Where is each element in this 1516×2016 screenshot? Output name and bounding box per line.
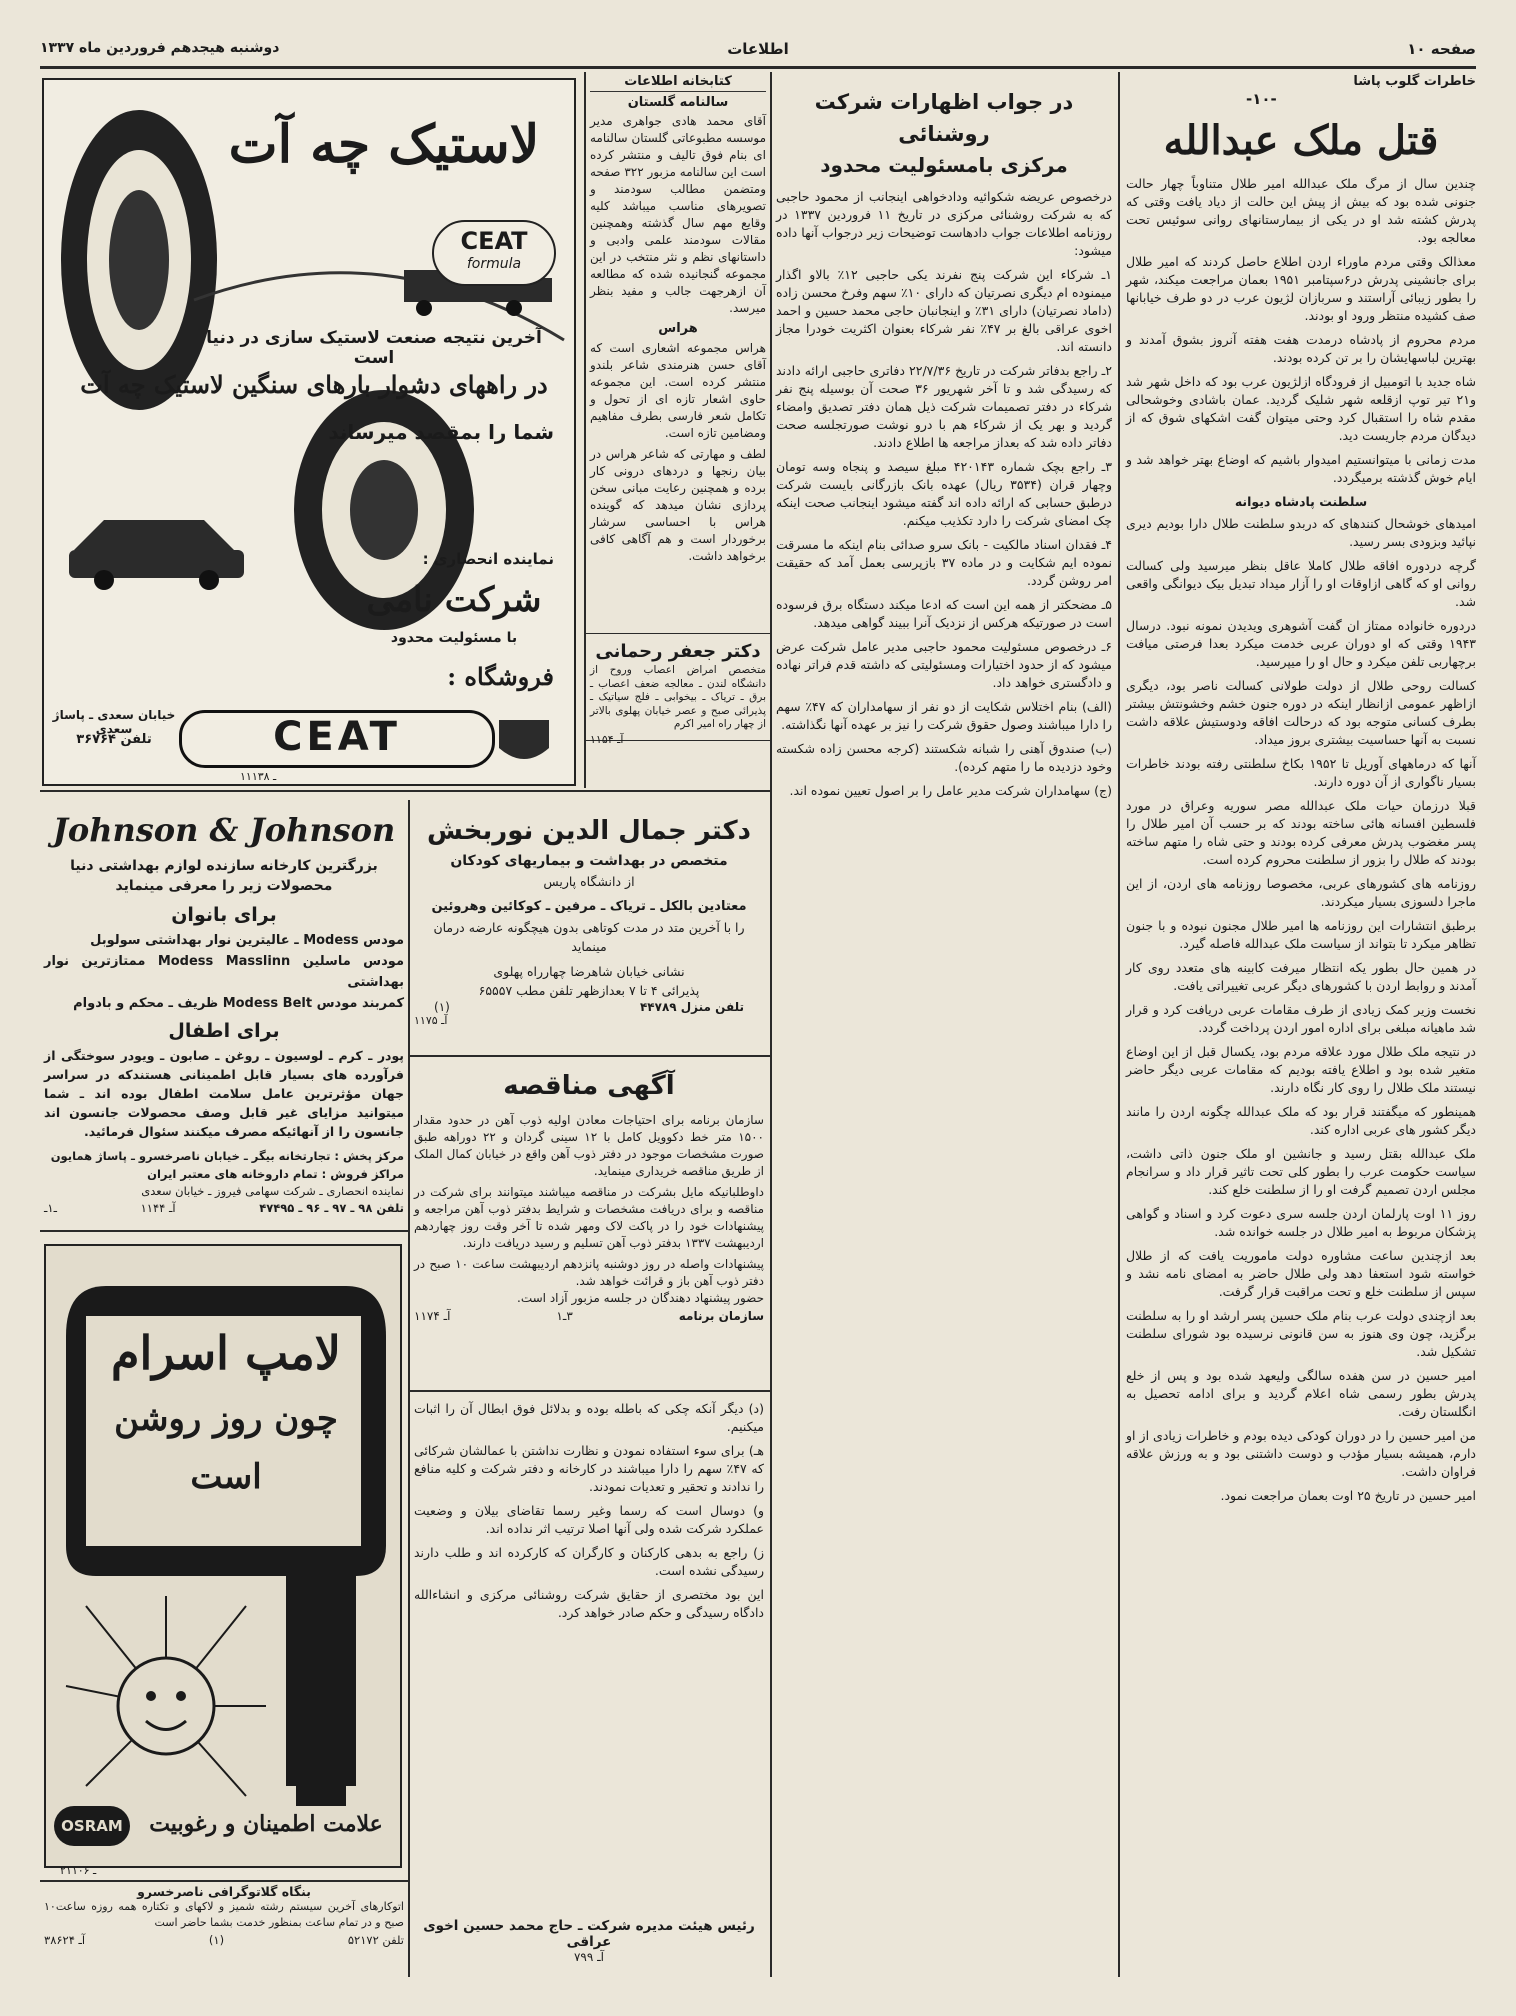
ceat-store-label: فروشگاه : — [447, 662, 554, 691]
response-cont-paragraph: هـ) برای سوء استفاده نمودن و نظارت نداشتن با عمالشان شرکائی که ۴۷٪ سهم را دارا میباشند در کارخانه و دفتر شرکت و کلیه منافع را ندادند و تحقیر و تعدیات نمودند. — [414, 1443, 764, 1494]
nourbakhsh-footer — [414, 1000, 764, 1014]
masthead — [40, 34, 1476, 66]
golestan-code: آـ ۳۸۶۲۴ — [44, 1933, 86, 1947]
tender-org: سازمان برنامه — [678, 1309, 764, 1323]
golestan-title: بنگاه گلاتوگرافی ناصرخسرو — [137, 1884, 311, 1899]
nourbakhsh-subtitle: متخصص در بهداشت و بیماریهای کودکان — [450, 853, 728, 869]
response-paragraph: (ج) سهامداران شرکت مدیر عامل را بر اصول تعیین نموده اند. — [789, 783, 1112, 798]
pasha-paragraph: مدت زمانی با میتوانستیم امیدوار باشیم که اوضاع بهتر خواهد شد و ایام خوش گذشته برمیگردد. — [1126, 452, 1476, 485]
pasha-paragraph: مردم محروم از پادشاه درمدت هفت هفته آنروز بشوق آمدند و بهترین لباسهایشان را بر تن کرده بودند. — [1126, 332, 1476, 365]
pasha-paragraph: چندین سال از مرگ ملک عبدالله امیر طلال متناوباً چهار حالت جنونی شده بود که بیش از پیش این حالت از دیاد یافت وقتی که پدرش کشته شد او در یکی از بیمارستانهای روانی سوئیس تحت معالجه بود. — [1126, 176, 1476, 245]
response-paragraph: ۶ـ درخصوص مسئولیت محمود حاجبی مدیر عامل شرکت عرض میشود که از حدود اختیارات ومسئولیتی که داشته قدم فراتر نهاده و دادگستری خواهد داد. — [776, 639, 1112, 690]
masthead-rule — [40, 66, 1476, 69]
pasha-paragraph: دردوره خانواده ممتاز ان گفت آشوهری ویدیدن نمونه نبود. درسال ۱۹۴۳ وقتی که او دوران عربی خدمت میکرد بعدا فرصتی میافت برچهاربی تلفن میکرد و حال او را میپرسید. — [1126, 618, 1476, 669]
ceat-tagline2: در راههای دشوار بارهای سنگین لاستیک چه آت — [80, 370, 548, 399]
column-response-cont — [414, 1400, 764, 1980]
pasha-paragraph: آنها که درماههای آوریل تا ۱۹۵۲ بکاخ سلطنتی رفته بودند خاطرات بسیار ناگواری از آن دوره دارند. — [1126, 756, 1476, 789]
masthead-paper: اطلاعات — [727, 40, 789, 58]
column-pasha — [1126, 74, 1476, 1974]
response-body — [776, 188, 1112, 1888]
pasha-paragraph: شاه جدید با اتومبیل از فرودگاه ازلژیون عرب بود که داخل شهر شد و۲۱ تیر توپ ازقلعه شهر شلیک گردید. عمان باشادی وخوشحالی مقدم شاه را استقبال کرد وحتی میتوان گفت اشکهای شوق که از دیدگان مردم جاریست دید. — [1126, 374, 1476, 443]
response-cont-body — [414, 1400, 764, 1912]
tender-text2: داوطلبانیکه مایل بشرکت در مناقصه میباشند میتوانند برای شرکت در مناقصه و برای دریافت مشخصات و شرایط بدفتر ذوب آهن مراجعه و پیشنهادات خود را در پاکت لاک ومهر شده تا آخر وقت روز چهاردهم اردیبهشت ۱۳۳۷ بدفتر ذوب آهن تسلیم و رسید دریافت دارند. — [414, 1185, 764, 1250]
response-cont-paragraph: ز) راجع به بدهی کارکنان و کارگران که کارکرده اند و طلب دارند رسیدگی نشده است. — [414, 1545, 764, 1578]
jj-women-item-2: مودس ماسلین Modess Masslinn ممتازترین نوار بهداشتی — [44, 954, 404, 990]
nourbakhsh-paren: (۱) — [434, 1000, 450, 1014]
rule-under-tender — [408, 1390, 770, 1392]
ad-ceat — [42, 78, 576, 786]
nourbakhsh-addr: نشانی خیابان شاهرضا چهارراه پهلوی — [493, 964, 685, 979]
response-paragraph: ۴ـ فقدان اسناد مالکیت - بانک سرو صدائی بنام اینکه ما مسرقت نموده ایم شکایت و در ماده ۳۷ بازپرسی بعمل آمد که حقیقت امر روشن گردد. — [776, 537, 1113, 588]
library-book1-text: آقای محمد هادی جواهری مدیر موسسه مطبوعاتی گلستان سالنامه ای بنام فوق تالیف و منتشر کرده است این سالنامه مزبور ۳۲۲ صفحه ومتضمن مطالب سودمند و تصویرهای مناسب میباشد کلیه وقایع مهم سال گذشته وهمچنین مقالات سودمند علمی وادبی و داستانهای نظم و نثر منتخب در این مجموعه گنجانیده شده که مطالعه آن ازهرجهت جالب و مفید بنظر میرسد. — [590, 114, 766, 315]
nourbakhsh-home: تلفن منزل ۴۴۷۸۹ — [639, 1000, 744, 1014]
pasha-paragraph: بعد ازچندین ساعت مشاوره دولت ماموریت یافت که از طلال خواسته شود استعفا دهد ولی طلال حاضر به امضای نامه نشد و سپس از سلطنت خلع و تحت مراقبت قرار گرفت. — [1126, 1248, 1476, 1299]
response-paragraph: ۵ـ مضحکتر از همه این است که ادعا میکند دستگاه برق فرسوده است در صورتیکه هرکس از نزدیک آنرا ببیند گواهی میدهد. — [776, 597, 1112, 630]
pasha-paragraph: کسالت روحی طلال از دولت طولانی کسالت ناصر بود، دیگری ازاظهر عمومی ازانظار اینکه در دوره جنون خشم وخشونتش بیشتر بطرف کسانی متوجه بود که درحالت افاقه ودوستیش علاقه داشت نسبت به آنها حساسیت بیشتری بروز میداد. — [1126, 678, 1476, 747]
response-paragraph: درخصوص عریضه شکوائیه ودادخواهی اینجانب از محمود حاجبی که به شرکت روشنائی مرکزی در تاریخ ۱۱ فروردین ۱۳۳۷ در روزنامه اطلاعات جواب دادهاست توضیحات زیر درجواب آنها داده میشود: — [776, 189, 1113, 258]
jj-code: آـ ۱۱۴۴ — [140, 1201, 176, 1215]
pasha-paragraph: من امیر حسین را در دوران کودکی دیده بودم و خاطرات زیادی از او دارم، همیشه بسیار مؤدب و دوست داشتنی بود و به ورزش علاقه فراوان داشت. — [1126, 1428, 1476, 1479]
tender-text3: پیشنهادات واصله در روز دوشنبه پانزدهم اردیبهشت ساعت ۱۰ صبح در دفتر ذوب آهن باز و قرائت خواهد شد. — [414, 1257, 764, 1288]
divider-middle — [770, 72, 772, 1977]
library-book2-text: هراس مجموعه اشعاری است که آقای حسن هنرمندی شاعر بلندو منتشر کرده است. این مجموعه حاوی اشعار تازه ای از تحول و تکامل شعر فارسی بطرف مفاهیم ومضامین تازه است. — [590, 341, 766, 440]
tender-code2: ۳ـ۱ — [556, 1309, 573, 1323]
pasha-paragraph: معذالک وقتی مردم ماوراء اردن اطلاع حاصل کردند که امیر طلال برای جانشینی پدرش در۶سپتامبر ۱۹۵۱ بعمان مراجعت میکند، شهر را بطور زیبائی آراستند و سربازان لژیون عرب در دو طرف خیابانها صف کشیده منتظر ورود او بودند. — [1126, 254, 1476, 323]
library-book2-title: هراس — [658, 321, 698, 336]
pasha-paragraph: روز ۱۱ اوت پارلمان اردن جلسه سری دعوت کرد و اسناد و گواهی پزشکان مربوط به امیر طلال در جلسه خوانده شد. — [1126, 1206, 1476, 1239]
ad-nourbakhsh — [414, 812, 764, 1048]
ceat-logo — [179, 710, 495, 768]
rule-under-jj — [40, 1230, 408, 1232]
pasha-paragraph: در همین حال بطور یکه انتظار میرفت کابینه های متعدد روی کار آمدند و روابط اردن با کشورهای دیگر عربی تغییراتی یافت. — [1126, 960, 1476, 993]
rahmani-text: متخصص امراض اعصاب وروح از دانشگاه لندن ـ معالجه ضعف اعصاب ـ برق ـ تریاک ـ بیخوابی ـ فلج سیاتیک ـ پذیرائی صبح و عصر خیابان پهلوی بالاتر از چهار راه امیر اکرم — [590, 664, 766, 730]
jj-code-l: ـ۱ـ — [44, 1201, 57, 1215]
column-response — [776, 74, 1112, 1974]
tire-top-icon — [61, 110, 219, 410]
ceat-store-tel: تلفن ۳۶۷۶۴ — [76, 732, 152, 747]
rahmani-title: دکتر جعفر رحمانی — [595, 641, 761, 662]
jj-center: مرکز پخش : تجارتخانه بیگر ـ خیابان ناصرخسرو ـ پاساژ همایون — [50, 1149, 404, 1163]
response-signature: رئیس هیئت مدیره شرکت ـ حاج محمد حسین اخوی عراقی — [423, 1918, 755, 1950]
nourbakhsh-hours: پذیرائی ۴ تا ۷ بعدازظهر تلفن مطب ۶۵۵۵۷ — [478, 983, 700, 998]
ceat-brand-sub: formula — [466, 256, 522, 272]
pasha-subhead: سلطنت پادشاه دیوانه — [1234, 494, 1368, 509]
jj-shops: مراکز فروش : تمام داروخانه های معتبر ایران — [147, 1167, 404, 1181]
pasha-paragraph: قبلا درزمان حیات ملک عبدالله مصر سوریه وعراق در مورد فلسطین افسانه هائی ساخته بودند که بر حسب آن امیر طلال را پسر مغضوب پدرش معرفی کرده بودند و حتی شاه را متهم ساخته بودند که طلال را بزور از سلطنت محروم کرده است. — [1126, 798, 1476, 867]
response-paragraph: (الف) بنام اختلاس شکایت از دو نفر از سهامداران که ۴۷٪ سهم را دارا میباشند وصول حقوق شرکت را نیز بر عهده آنها نگذاشته. — [776, 699, 1112, 732]
car-icon — [69, 520, 244, 590]
jj-tel: تلفن ۹۸ ـ ۹۷ ـ ۹۶ ـ ۴۷۴۹۵ — [259, 1201, 404, 1215]
pasha-paragraph: روزنامه های کشورهای عربی، مخصوصا روزنامه های اردن، از این ماجرا دلسوزی بسیار میکردند. — [1126, 876, 1476, 909]
tender-text4: حضور پیشنهاد دهندگان در جلسه مزبور آزاد است. — [517, 1291, 764, 1305]
response-headline-1: در جواب اظهارات شرکت روشنائی — [814, 90, 1074, 146]
osram-headline: لامپ اسرام — [110, 1326, 342, 1380]
nourbakhsh-school: از دانشگاه پاریس — [543, 874, 635, 889]
tender-text: سازمان برنامه برای احتیاجات معادن اولیه ذوب آهن در حدود مقدار ۱۵۰۰ متر خط دکوویل کامل با ۱۲ سینی گردان و ۲۲ دوراهه طبق صورت مشخصات موجود در دفتر ذوب آهن واقع در خیابان کمال الملک از طریق مناقصه خریداری مینماید. — [414, 1113, 764, 1178]
pasha-paragraph: نخست وزیر کمک زیادی از طرف مقامات عربی دریافت کرد و قرار شد ماهیانه مبلغی برای اداره امور اردن پرداخت گردد. — [1126, 1002, 1476, 1035]
ceat-tagline: آخرین نتیجه صنعت لاستیک سازی در دنیا است — [206, 328, 542, 368]
masthead-page: صفحه ۱۰ — [1407, 40, 1476, 58]
ceat-shield-icon — [499, 720, 549, 759]
pasha-number: -۱۰- — [1246, 90, 1277, 108]
response-paragraph: ۱ـ شرکاء این شرکت پنج نفرند یکی حاجبی ۱۲٪ بالاو اگذار میمنوده ام دیگری نصرتیان که دارای ۱۰٪ سهم وفرخ محسن زاده (داماد نصرتیان) دارای ۳۱٪ و اینجانبان حاجی محمد حسین و احمد اخوی عراقی بالغ بر ۴۷٪ نفر شرکاء بعنوان اکثریت خودرا مجاز دانسته اند. — [776, 267, 1112, 354]
tender-footer — [414, 1309, 764, 1323]
ceat-agent-name: شرکت نامی — [366, 580, 542, 620]
osram-brand: OSRAM — [61, 1817, 123, 1835]
response-cont-paragraph: و) دوسال است که رسما وغیر رسما تقاضای بیلان و وضعیت عملکرد شرکت شده ولی آنها اصلا ترتیب اثر نداده اند. — [414, 1503, 764, 1536]
jj-footer — [44, 1200, 404, 1217]
rule-above-golestan — [40, 1880, 408, 1882]
osram-line3: است — [190, 1457, 262, 1497]
golestan-paren: (۱) — [208, 1933, 225, 1947]
ad-jj — [44, 808, 404, 1228]
pasha-paragraph: همینطور که میگفتند قرار بود که ملک عبدالله چگونه اردن را مانند دیگر کشور های عربی اداره کند. — [1126, 1104, 1476, 1137]
jj-for-kids: برای اطفال — [168, 1020, 280, 1042]
ceat-tagline3: شما را بمقصد میرساند — [328, 420, 554, 444]
jj-women-item-1: مودس Modess ـ عالیترین نوار بهداشتی سولوبل — [90, 933, 404, 948]
jj-for-women: برای بانوان — [171, 904, 277, 926]
library-book2-text2: لطف و مهارتی که شاعر هراس در بیان رنجها و دردهای درونی کار برده و همچنین رعایت مبانی سخن پردازی نشان میدهد که گوینده هراس با احساسی سرشار برخوردار است و هم آگاهی کافی برخواهد داشت. — [590, 447, 766, 563]
jj-kids-text: پودر ـ کرم ـ لوسیون ـ روغن ـ صابون ـ ویودر سوختگی از فرآورده های بسیار قابل اطمینانی هستندکه در سراسر جهان مؤثرترین عامل سلامت اطفال بوده اند ـ شما میتوانید مزایای غیر قابل وصف محصولات جانسون اند جانسون را از آنهائیکه مصرف میکنند سئوال فرمائید. — [44, 1048, 404, 1139]
response-paragraph: (ب) صندوق آهنی را شبانه شکستند (کرجه محسن زاده شکسته وخود دزدیده ما را متهم کرده). — [776, 741, 1112, 774]
osram-sun-icon — [118, 1658, 214, 1754]
osram-line2: چون روز روشن — [114, 1399, 338, 1439]
ad-osram — [44, 1244, 402, 1868]
jj-intro: بزرگترین کارخانه سازنده لوازم بهداشتی دنیا محصولات زیر را معرفی مینماید — [70, 858, 378, 894]
rule-under-ceat — [40, 790, 770, 792]
jj-brand: Johnson & Johnson — [52, 811, 396, 849]
rule-under-nourbakhsh — [408, 1055, 770, 1057]
golestan-text: اتوکارهای آخرین سیستم رشته شمیز و لاکهای و تکتاره همه روزه ساعت۱۰ صبح و در تمام ساعت بمنظور خدمت بشما حاضر است — [44, 1900, 404, 1929]
pasha-paragraph: برطبق انتشارات این روزنامه ها امیر طلال مجنون نبوده و با جنون تظاهر میکرد تا بتواند از سیاست ملک عبدالله فاصله گیرد. — [1126, 918, 1476, 951]
divider-pasha — [1118, 72, 1120, 1977]
ceat-headline: لاستیک چه آت — [228, 114, 540, 175]
pasha-paragraph: گرچه دردوره افاقه طلال کاملا عاقل بنظر میرسید ولی کسالت روانی او که گاهی ازاوقات او را آزار میداد تبدیل بیک دیوانگی واقعی شد. — [1126, 558, 1476, 609]
rahmani-code: آـ ۱۱۵۴ — [590, 732, 624, 746]
pasha-paragraph: بعد ازچندی دولت عرب بنام ملک حسین پسر ارشد او را به سلطنت برگزید، چون وی هنوز به سن قانونی نرسیده بود شورای سلطنت تشکیل شد. — [1126, 1308, 1476, 1359]
ceat-agent-label: نماینده انحصاری : — [422, 550, 554, 568]
jj-agent: نماینده انحصاری ـ شرکت سهامی فیروز ـ خیابان سعدی — [141, 1184, 404, 1198]
ceat-brand-box — [432, 220, 556, 286]
pasha-body — [1126, 175, 1476, 1965]
pasha-paragraph: امیر حسین در تاریخ ۲۵ اوت بعمان مراجعت نمود. — [1220, 1488, 1476, 1503]
pasha-paragraph: امیر حسین در سن هفده سالگی ولیعهد شده بود و پس از خلع پدرش بطور رسمی شاه اعلام گردید و برای ادامه تحصیل به انگلستان رفت. — [1126, 1368, 1476, 1419]
ad-rahmani — [590, 640, 766, 746]
jj-women-item-3: کمربند مودس Modess Belt ظریف ـ محکم و بادوام — [73, 996, 404, 1011]
osram-brand-badge — [54, 1806, 130, 1846]
pasha-headline: قتل ملک عبدالله — [1163, 117, 1439, 164]
pasha-paragraph: امیدهای خوشحال کنندهای که دربدو سلطنت طلال دارا بودیم دیری نپائید وبزودی بسر رسید. — [1126, 516, 1476, 549]
nourbakhsh-code: آـ ۱۱۷۵ — [414, 1014, 448, 1027]
nourbakhsh-title: دکتر جمال الدین نوربخش — [426, 816, 752, 846]
tender-code: آـ ۱۱۷۴ — [414, 1309, 451, 1323]
response-paragraph: ۳ـ راجع بچک شماره ۴۲۰۱۴۳ مبلغ سیصد و پنجاه وسه تومان وچهار قران (۳۵۳۴ ریال) عهده بانک بازرگانی بایست شرکت درطبق حسابی که ارائه داده اند گفته میشود اینجانب صحت اینکه چک امضای شرکت را دارد تکذیب میکنم. — [776, 459, 1113, 528]
response-paragraph: ۲ـ راجع بدفاتر شرکت در تاریخ ۲۲/۷/۳۶ دفاتری حاجبی ارائه دادند که رسیدگی شد و تا آخر شهریور ۳۶ صحت آن بوسیله پنج نفر شرکاء در دفتر تصمیمات شرکت ذیل همان دفتر تصدیق وامضاء گردید و بهر یک از شرکاء هم با درو نوشت صورتجلسه صحت دفاتر داده شد که بعداز مراجعه ها اطلاع دادند. — [776, 363, 1112, 450]
tender-title: آگهی مناقصه — [503, 1071, 675, 1101]
response-headline-2: مرکزی بامسئولیت محدود — [820, 153, 1068, 177]
response-cont-paragraph: این بود مختصری از حقایق شرکت روشنائی مرکزی و انشاءالله دادگاه رسیدگی و حکم صادر خواهد کرد. — [414, 1587, 764, 1620]
ceat-agent-sub: با مسئولیت محدود — [390, 630, 518, 646]
ceat-logo-text: CEAT — [273, 714, 401, 760]
pasha-kicker: خاطرات گلوب پاشا — [1353, 74, 1476, 89]
ad-tender — [414, 1062, 764, 1388]
ad-golestan — [44, 1884, 404, 1974]
library-book1-title: سالنامه گلستان — [627, 95, 729, 110]
ceat-code: ۱ـ ۱۱۳۸ — [240, 770, 277, 783]
divider-left — [408, 800, 410, 1977]
pasha-paragraph: ملک عبدالله بقتل رسید و جانشین او ملک جنون ذاتی داشت، سیاست حکومت عرب را بطور کلی تحت تاثیر قرار داد و سرانجام مجلس اردن تصمیم گرفت او را از سلطنت خلع کند. — [1126, 1146, 1476, 1197]
masthead-date: دوشنبه هیجدهم فروردین ماه ۱۳۳۷ — [40, 40, 280, 56]
nourbakhsh-methods: معتادین بالکل ـ تریاک ـ مرفین ـ کوکائین وهروئین — [431, 899, 747, 914]
golestan-footer — [44, 1933, 404, 1947]
ceat-brand: CEAT — [460, 227, 528, 255]
library-section: کتابخانه اطلاعات — [590, 74, 766, 92]
response-cont-paragraph: (د) دیگر آنکه چکی که باطله بوده و بدلائل فوق ابطال آن را اثبات میکنیم. — [414, 1401, 764, 1434]
ceat-store-addr: خیابان سعدی ـ پاساژ سعدی — [52, 708, 176, 736]
nourbakhsh-text: را با آخرین متد در مدت کوتاهی بدون هیچگونه عارضه درمان مینماید — [433, 920, 745, 954]
osram-slogan: علامت اطمینان و رغوبیت — [149, 1811, 383, 1837]
osram-code: ۲ـ ۱۱۰۶ — [60, 1864, 97, 1877]
response-sig-code: آـ ۷۹۹ — [573, 1950, 604, 1964]
golestan-tel: تلفن ۵۲۱۷۲ — [347, 1933, 404, 1947]
pasha-paragraph: در نتیجه ملک طلال مورد علاقه مردم بود، یکسال قبل از این اوضاع متغیر شده بود و اطلاع یافته بودیم که مقامات عربی دیگر حاضر نیستند ملک طلال را روی کار نگاه دارند. — [1126, 1044, 1476, 1095]
divider-library — [584, 72, 586, 788]
column-library — [590, 74, 766, 634]
